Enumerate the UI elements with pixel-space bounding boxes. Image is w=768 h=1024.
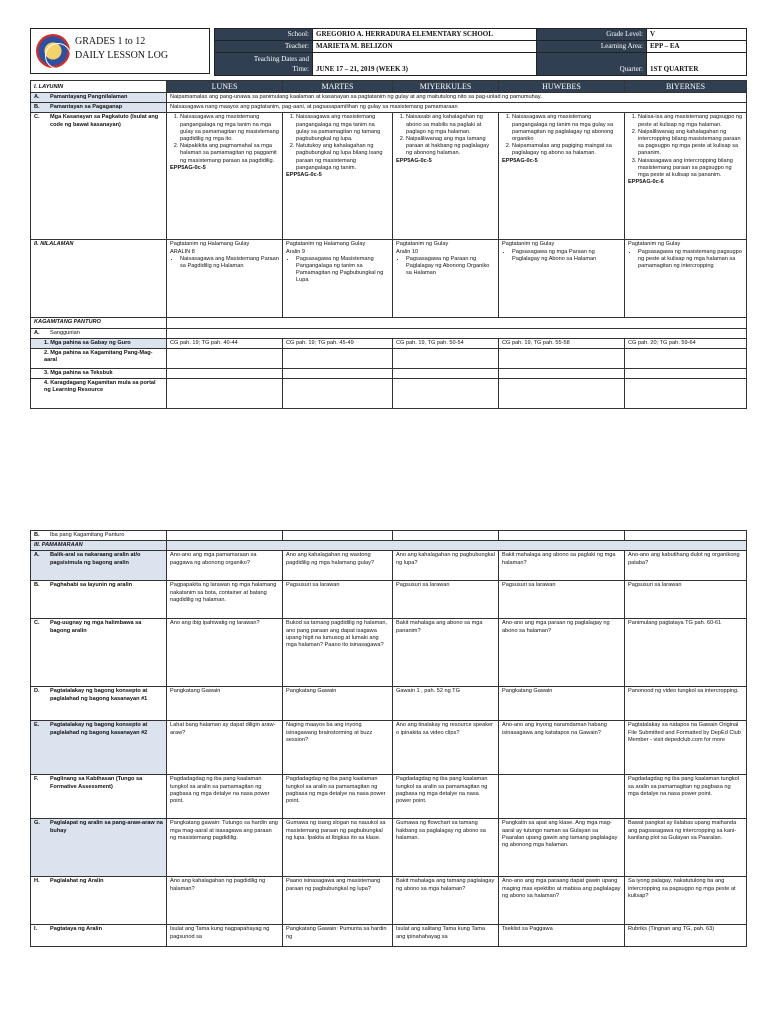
row-label: Iba pang Kagamitang Panturo [50, 532, 125, 538]
topic-title: Pagtatanim ng Halamang Gulay [286, 241, 366, 248]
table-cell: Paano isinasagawa ang masistemang paraan ng pagbubungkal ng lupa? [283, 877, 393, 925]
day-biyernes: BIYERNES [625, 81, 747, 93]
list-item: 2. Naipaliliwanag ang mga tamang paraan at hakbang ng paglalagay ng abonong halaman. [406, 136, 495, 158]
row-letter: F. [34, 776, 39, 783]
table-cell: Pagtatalakay sa natapos na Gawain Original File Submitted and Formatted by DepEd Club Member - visit depedclub.com for more [625, 721, 747, 775]
table-cell [499, 775, 625, 819]
list-item: 2. Naipakikita ang pagmamahal sa mga halaman sa pamamagitan ng paggamit ng masistemang paraan sa pagdidilig. [180, 143, 279, 165]
row-letter: H. [34, 878, 40, 885]
row-letter: C. [34, 114, 40, 121]
school-value: GREGORIO A. HERRADURA ELEMENTARY SCHOOL [313, 29, 537, 41]
table-cell: Ano ang kahalagahan ng pagdidilig ng halaman? [167, 877, 283, 925]
lesson-log-page-2 [30, 530, 746, 947]
row-label: Sanggunian [50, 329, 80, 336]
row-letter: A. [34, 329, 40, 336]
form-subtitle: DAILY LESSON LOG [75, 50, 169, 61]
row-label: Paglalahat ng Aralin [50, 878, 104, 885]
row-label: 3. Mga pahina sa Teksbuk [44, 370, 113, 377]
topic-title: Pagtatanim ng Gulay [396, 241, 449, 248]
row-label: Pamantayan sa Pagaganap [50, 104, 123, 111]
gabay-huwebes: CG pah. 19, TG pah. 55-58 [499, 338, 625, 348]
row-pamantayang-pangnilalaman [31, 93, 747, 103]
lesson-table-page-2 [30, 530, 747, 947]
layunin-label: I. LAYUNIN [34, 83, 64, 90]
table-cell: Bakit mahalaga ang abono sa paglaki ng mga halaman? [499, 551, 625, 581]
row-letter: I. [34, 926, 38, 933]
table-cell: Ano ang kahalagahan ng pagbubungkal ng lupa? [393, 551, 499, 581]
table-cell: Panonood ng video tungkol sa intercropping. [625, 687, 747, 721]
table-cell: Panimulang pagtataya TG pah. 60-61 [625, 619, 747, 687]
kasanayan-huwebes [499, 113, 625, 240]
nilalaman-label: II. NILALAMAN [34, 241, 74, 248]
row-label: 2. Mga pahina sa Kagamitang Pang-Mag-aaral [44, 350, 153, 364]
table-cell: Ano-ano ang mga paraan ng paglalagay ng abono sa halaman? [499, 619, 625, 687]
day-miyerkules: MIYERKULES [393, 81, 499, 93]
row-paglalapat [31, 819, 747, 877]
table-cell: Isulat ang Tama kung nagpapahayag ng pagsunod sa [167, 925, 283, 947]
row-paghahabi [31, 581, 747, 619]
list-item: 1. Naiisa-isa ang masistemang pagsugpo ng peste at kulisap ng mga halaman. [638, 114, 743, 128]
list-item: 3. Naisasagawa ang intercropping bilang masistemang paraan sa pagsugpo ng mga peste at kulisap sa pananim. [638, 158, 743, 180]
list-item: 1. Naisasagawa ang masistemang pangangalaga ng mga tanim na gulay sa pamamagitan ng tamang pagbubungkal ng lupa. [296, 114, 389, 143]
competency-code: EPP5AG-0c-5 [286, 172, 322, 179]
row-kasanayan [31, 113, 747, 240]
table-cell: Pangkatin sa apat ang klase. Ang mga mag-aaral ay tutungo naman sa Gulayan sa Paaralan upang gawin ang tamang paglalagay ng abonong mga halaman. [499, 819, 625, 877]
row-paglinang [31, 775, 747, 819]
layunin-heading [31, 81, 167, 93]
dates-label-2: Time: [292, 65, 309, 73]
list-item: 1. Naisasabi ang kahalagahan ng abono sa mabilis na paglaki at paglago ng mga halaman. [406, 114, 495, 136]
table-cell: Pangkatang Gawain: Pumunta sa hardin ng [283, 925, 393, 947]
topic-bullet: • Pagsasagawa ng masistemang pagsugpo ng peste at kulisap ng mga halaman sa pamamagitan ng intercropping [638, 249, 743, 271]
pagaganap-text: Naisasagawa nang maayos ang pagtatanim, pag-aani, at pagsasapamilihan ng gulay sa masistemang pamamaraan [167, 103, 747, 113]
kasanayan-biyernes [625, 113, 747, 240]
row-letter: B. [34, 582, 40, 589]
row-kagamitang-panturo [31, 318, 747, 328]
list-item: 2. Naipamamalas ang pagiging maingat sa paglalagay ng abono sa halaman. [512, 143, 621, 157]
aralin-label: Aralin 10 [396, 248, 419, 255]
row-label: Pagtataya ng Aralin [50, 926, 103, 933]
table-cell: Tseklist sa Paggawa [499, 925, 625, 947]
kasanayan-miyerkules [393, 113, 499, 240]
kagamitan-label: KAGAMITANG PANTURO [34, 319, 101, 326]
table-cell: Naging maayos ba ang inyong isinagawang brainstorming at buzz session? [283, 721, 393, 775]
list-item: 2. Natutukoy ang kahalagahan ng pagbubungkal ng lupa bilang isang paraan ng masistemang pangangalaga ng tanim. [296, 143, 389, 172]
school-label: School: [215, 29, 313, 41]
table-cell: Pagsusuri sa larawan [393, 581, 499, 619]
dates-label [215, 53, 313, 76]
row-teksbuk [31, 369, 747, 379]
lesson-table-page-1 [30, 80, 747, 409]
row-nilalaman [31, 240, 747, 318]
table-cell: Pagdadagdag ng iba pang kaalaman tungkol sa aralin sa pamamagitan ng pagbasa ng mga detalye na nasa power point. [393, 775, 499, 819]
row-letter: E. [34, 722, 40, 729]
list-item: 1. Naisasagawa ang masistemang pangangalaga ng mga tanim na mga gulay sa pamamagitan ng masistemang pagdidilig ng mga ito. [180, 114, 279, 143]
table-cell: Pagdadagdag ng iba pang kaalaman tungkol sa aralin sa pamamagitan ng pagbasa ng mga detalye na nasa power point. [625, 775, 747, 819]
table-cell: Pangkatang Gawain [499, 687, 625, 721]
table-cell: Pagdadagdag ng iba pang kaalaman tungkol sa aralin sa pamamagitan ng pagbasa ng mga detalye na nasa power point. [167, 775, 283, 819]
table-cell: Pangkatang Gawain [283, 687, 393, 721]
gabay-biyernes: CG pah. 20; TG pah. 59-64 [625, 338, 747, 348]
table-cell: Ano ang kahalagahan ng wastong pagdidilig ng mga halamang gulay? [283, 551, 393, 581]
row-gabay-ng-guro [31, 338, 747, 348]
table-cell: Bawat pangkat ay ilalabas upang maihanda ang pagsasagawa ng intercropping sa kani-kanilang plot sa Gulayan sa Paaralan. [625, 819, 747, 877]
quarter-value: 1ST QUARTER [647, 53, 747, 76]
aralin-label: ARALIN 8 [170, 248, 195, 255]
topic-bullet: • Pagsasagawa ng mga Paraan ng Paglalagay ng Abono sa Halaman [512, 249, 621, 263]
competency-code: EPP5AG-0c-5 [396, 157, 432, 164]
topic-title: Pagtatanim ng Gulay [502, 241, 555, 248]
list-item: 1. Naisasagawa ang masistemang pangangalaga ng tanim na mga gulay sa pamamagitan ng paglalagay ng abonong organiko [512, 114, 621, 143]
row-label: Pag-uugnay ng mga halimbawa sa bagong aralin [50, 620, 142, 634]
row-letter: A. [34, 94, 40, 100]
logo-box [30, 28, 210, 74]
kasanayan-lunes [167, 113, 283, 240]
table-cell: Ano-ano ang kabutihang dulot ng organikong pataba? [625, 551, 747, 581]
table-cell: Gumawa ng isang slogan na nauukol sa masistemang paraan ng pagbubungkal ng lupa. Ipakita at Ibigkas ito sa klase. [283, 819, 393, 877]
lesson-log-page-1 [30, 28, 746, 409]
nilalaman-biyernes [625, 240, 747, 318]
table-cell: Pagsusuri sa larawan [283, 581, 393, 619]
dates-value: JUNE 17 – 21, 2019 (WEEK 3) [313, 53, 537, 76]
row-letter: B. [34, 104, 40, 111]
table-cell: Ano-ano ang inyong naramdaman habang isinasagawa ang katatapos na Gawain? [499, 721, 625, 775]
table-cell: Gawain 1 , pah. 52 ng TG [393, 687, 499, 721]
topic-bullet: • Naisasagawa ang Masistemang Paraan sa Pagdidilig ng Halaman [180, 256, 279, 270]
row-letter: G. [34, 820, 40, 827]
table-cell: Ano-ano ang mga pamamaraan sa paggawa ng abonong organiko? [167, 551, 283, 581]
gabay-lunes: CG pah. 19; TG pah. 40-44 [167, 338, 283, 348]
table-cell: Lahat bang halaman ay dapat diligin araw-araw? [167, 721, 283, 775]
table-cell: Ano ang tinalakay ng resource speaker o ipinakita sa video clips? [393, 721, 499, 775]
row-pagtatalakay-2 [31, 721, 747, 775]
row-pamantayan-sa-pagaganap [31, 103, 747, 113]
competency-code: EPP5AG-0c-5 [502, 157, 538, 164]
row-paglalahat [31, 877, 747, 925]
table-cell: Pagsusuri sa larawan [499, 581, 625, 619]
grade-label: Grade Level: [537, 29, 647, 41]
row-label: Pamantayang Pangnilalaman [50, 94, 128, 100]
row-label: Paglinang sa Kabihasan (Tungo sa Formative Assessment) [50, 776, 143, 790]
table-cell: Pagpapakita ng larawan ng mga halamang nakatanim sa bota, container at batang nagdidilig ng halaman. [167, 581, 283, 619]
row-pag-uugnay [31, 619, 747, 687]
table-cell: Pangkatang gawain: Tutungo sa hardin ang mga mag-aaral at isasagawa ang paraan ng masistemang pagdidilig. [167, 819, 283, 877]
aralin-label: Aralin 9 [286, 248, 305, 255]
nilalaman-lunes [167, 240, 283, 318]
row-letter: C. [34, 620, 40, 627]
day-lunes: LUNES [167, 81, 283, 93]
area-label: Learning Area: [537, 41, 647, 53]
deped-seal-icon [36, 34, 70, 68]
table-cell: Isulat ang salitang Tama kung Tama ang ipinahahayag sa [393, 925, 499, 947]
gabay-martes: CG pah. 19; TG pah. 45-49 [283, 338, 393, 348]
nilalaman-huwebes [499, 240, 625, 318]
row-label: Mga Kasanayan sa Pagkatuto (Isulat ang code ng bawat kasanayan) [50, 114, 159, 128]
row-label: Pagtatalakay ng bagong konsepto at paglalahad ng bagong kasanayan #2 [50, 722, 148, 736]
row-kagamitang-mag-aaral [31, 349, 747, 369]
row-letter: D. [34, 688, 40, 695]
row-label: 1. Mga pahina sa Gabay ng Guro [44, 339, 131, 346]
competency-code: EPP5AG-0c-5 [170, 164, 206, 171]
list-item: 2. Naipaliliwanag ang kahalagahan ng intercropping bilang masistemang paraan sa pagsugpo ng mga peste at kulisap sa pananim. [638, 129, 743, 158]
competency-code: EPP5AG-0c-6 [628, 179, 664, 186]
table-cell: Ano ang ibig ipahiwatig ng larawan? [167, 619, 283, 687]
table-cell: Pangkatang Gawain [167, 687, 283, 721]
table-cell: Bukod sa tamang pagdidilig ng halaman, ano pang paraan ang dapat isagawa upang higit na lumusog at lumaki ang mga halaman? Paano ito isinasagawa? [283, 619, 393, 687]
dates-label-1: Teaching Dates and [253, 55, 309, 63]
row-label: Paglalapat ng aralin sa pang-araw-araw na buhay [50, 820, 163, 834]
teacher-label: Teacher: [215, 41, 313, 53]
form-title: GRADES 1 to 12 [75, 36, 146, 47]
day-huwebes: HUWEBES [499, 81, 625, 93]
table-cell: Pagsusuri sa larawan [625, 581, 747, 619]
topic-bullet: • Pagsasagawa ng Masistemang Pangangalaga ng tanim sa Pamamagitan ng Pagbubungkal ng Lupa [296, 256, 389, 285]
row-label: Paghahabi sa layunin ng aralin [50, 582, 133, 589]
area-value: EPP – EA [647, 41, 747, 53]
quarter-label: Quarter: [537, 53, 647, 76]
pangnilalaman-text: Naipamamalas ang pang-unawa sa panimulang kaalaman at kasanayan sa pagtatanim ng gulay at ang maitutulong nito sa pag-unlad ng pamumuhay. [167, 93, 747, 103]
log-header [30, 28, 746, 74]
topic-title: Pagtatanim ng Halamang Gulay [170, 241, 250, 248]
nilalaman-miyerkules [393, 240, 499, 318]
table-cell: Ano-ano ang mga paraang dapat gawin upang maging mas epektibo at mabisa ang paglalagay ng abono sa halaman? [499, 877, 625, 925]
teacher-value: MARIETA M. BELIZON [313, 41, 537, 53]
row-karagdagang-kagamitan [31, 379, 747, 409]
day-martes: MARTES [283, 81, 393, 93]
kasanayan-martes [283, 113, 393, 240]
header-info-table [214, 28, 747, 76]
row-iba-pang-kagamitan [31, 531, 747, 541]
table-cell: Bakit mahalaga ang abono sa mga pananim? [393, 619, 499, 687]
grade-value: V [647, 29, 747, 41]
row-label: 4. Karagdagang Kagamitan mula sa portal ng Learning Resource [44, 380, 156, 394]
nilalaman-martes [283, 240, 393, 318]
row-sanggunian [31, 328, 747, 338]
row-pagtatalakay-1 [31, 687, 747, 721]
row-label: Pagtatalakay ng bagong konsepto at paglalahad ng bagong kasanayan #1 [50, 688, 148, 702]
table-cell: Sa iyong palagay, nakatutulong ba ang intercropping sa pagsugpo ng mga peste at kulisap? [625, 877, 747, 925]
table-cell: Pagdadagdag ng iba pang kaalaman tungkol sa aralin sa pamamagitan ng pagbasa ng mga detalye na nasa power point. [283, 775, 393, 819]
gabay-miyerkules: CG pah. 19, TG pah. 50-54 [393, 338, 499, 348]
row-balik-aral [31, 551, 747, 581]
table-cell: Gumawa ng flowchart sa tamang hakbang sa paglalagay ng abono sa halaman. [393, 819, 499, 877]
row-label: Balik-aral sa nakaraang aralin at/o pagsisimula ng bagong aralin [50, 552, 141, 566]
pamamaraan-label: III. PAMAMARAAN [34, 542, 83, 549]
topic-title: Pagtatanim ng Gulay [628, 241, 681, 248]
row-pagtataya [31, 925, 747, 947]
row-letter: A. [34, 552, 40, 559]
table-cell: Rubriks (Tingnan ang TG, pah. 63) [625, 925, 747, 947]
row-letter: B. [34, 532, 40, 538]
table-cell: Bakit mahalaga ang tamang paglalagay ng abono sa mga halaman? [393, 877, 499, 925]
topic-bullet: • Pagsasagawa ng Paraan ng Paglalagay ng Abonong Organiko sa Halaman [406, 256, 495, 278]
row-pamamaraan [31, 541, 747, 551]
